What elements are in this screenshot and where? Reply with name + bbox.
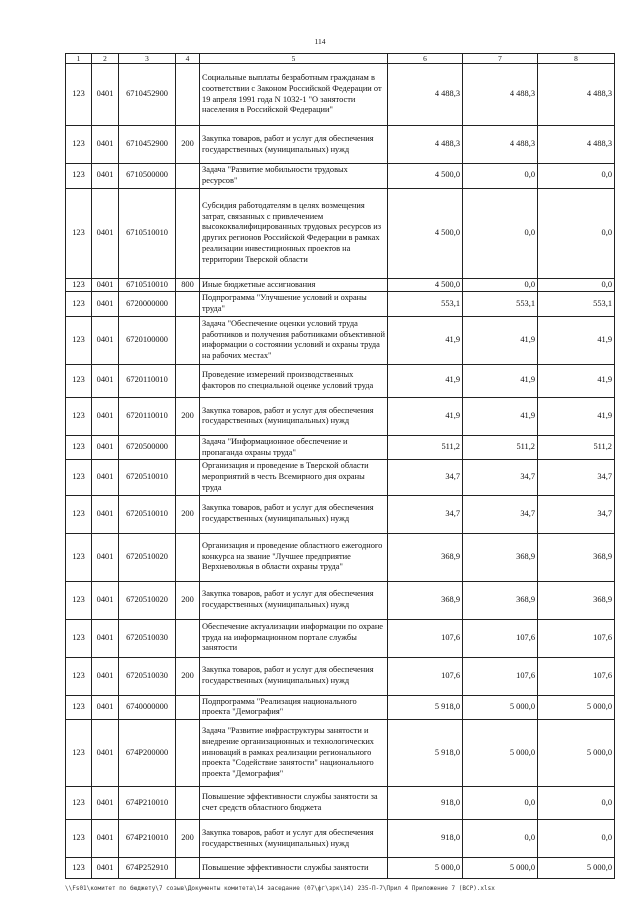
description-cell: Социальные выплаты безработным гражданам в соответствии с Законом Российской Федерации от 19 апреля 1991 года N 1032-1 "О занятости населения в Российской Федерации" (200, 64, 388, 126)
table-row (66, 858, 615, 879)
kvsr-cell: 123 (66, 316, 92, 364)
amount-year1-cell: 918,0 (388, 820, 463, 858)
target-article-cell: 6740000000 (119, 695, 176, 720)
description-cell: Закупка товаров, работ и услуг для обеспечения государственных (муниципальных) нужд (200, 581, 388, 619)
description-cell: Закупка товаров, работ и услуг для обеспечения государственных (муниципальных) нужд (200, 397, 388, 435)
description-cell: Закупка товаров, работ и услуг для обеспечения государственных (муниципальных) нужд (200, 126, 388, 164)
kvsr-cell: 123 (66, 397, 92, 435)
target-article-cell: 6720110010 (119, 364, 176, 397)
file-path-footer: \\Fs01\комитет по бюджету\7 созыв\Документы комитета\14 заседание (07\фг\зрк\14) 235-П-7\Прил 4 Приложение 7 (ВСР).xlsx (65, 885, 495, 892)
description-cell: Закупка товаров, работ и услуг для обеспечения государственных (муниципальных) нужд (200, 820, 388, 858)
amount-year1-cell: 4 500,0 (388, 188, 463, 278)
section-cell: 0401 (92, 164, 119, 189)
amount-year3-cell: 107,6 (538, 657, 615, 695)
amount-year3-cell: 107,6 (538, 619, 615, 657)
target-article-cell: 6720510030 (119, 619, 176, 657)
amount-year1-cell: 918,0 (388, 787, 463, 820)
amount-year3-cell: 511,2 (538, 435, 615, 460)
amount-year3-cell: 368,9 (538, 533, 615, 581)
table-row (66, 292, 615, 317)
amount-year3-cell: 0,0 (538, 188, 615, 278)
amount-year3-cell: 41,9 (538, 364, 615, 397)
amount-year1-cell: 4 500,0 (388, 164, 463, 189)
amount-year3-cell: 368,9 (538, 581, 615, 619)
table-row (66, 397, 615, 435)
amount-year2-cell: 0,0 (463, 820, 538, 858)
amount-year3-cell: 0,0 (538, 164, 615, 189)
amount-year2-cell: 5 000,0 (463, 695, 538, 720)
target-article-cell: 6710500000 (119, 164, 176, 189)
table-row (66, 164, 615, 189)
target-article-cell: 6720510020 (119, 581, 176, 619)
amount-year1-cell: 368,9 (388, 533, 463, 581)
amount-year1-cell: 511,2 (388, 435, 463, 460)
amount-year1-cell: 4 488,3 (388, 64, 463, 126)
column-header-8: 8 (538, 54, 615, 64)
target-article-cell: 674P210010 (119, 787, 176, 820)
kvsr-cell: 123 (66, 164, 92, 189)
amount-year2-cell: 0,0 (463, 278, 538, 292)
section-cell: 0401 (92, 364, 119, 397)
amount-year1-cell: 5 918,0 (388, 695, 463, 720)
table-row (66, 695, 615, 720)
kvsr-cell: 123 (66, 820, 92, 858)
expense-type-cell: 200 (176, 581, 200, 619)
section-cell: 0401 (92, 188, 119, 278)
kvsr-cell: 123 (66, 126, 92, 164)
amount-year3-cell: 34,7 (538, 495, 615, 533)
amount-year1-cell: 553,1 (388, 292, 463, 317)
expense-type-cell (176, 460, 200, 495)
description-cell: Повышение эффективности службы занятости (200, 858, 388, 879)
target-article-cell: 6720500000 (119, 435, 176, 460)
table-row (66, 820, 615, 858)
description-cell: Организация и проведение областного ежегодного конкурса на звание "Лучшее предприятие Верхневолжья в области охраны труда" (200, 533, 388, 581)
table-row (66, 188, 615, 278)
column-header-5: 5 (200, 54, 388, 64)
target-article-cell: 6710510010 (119, 188, 176, 278)
kvsr-cell: 123 (66, 64, 92, 126)
section-cell: 0401 (92, 820, 119, 858)
kvsr-cell: 123 (66, 581, 92, 619)
amount-year2-cell: 5 000,0 (463, 858, 538, 879)
table-row (66, 720, 615, 787)
expense-type-cell: 200 (176, 126, 200, 164)
amount-year3-cell: 0,0 (538, 278, 615, 292)
expense-type-cell (176, 435, 200, 460)
amount-year3-cell: 4 488,3 (538, 64, 615, 126)
page-number: 114 (314, 37, 326, 46)
description-cell: Закупка товаров, работ и услуг для обеспечения государственных (муниципальных) нужд (200, 657, 388, 695)
target-article-cell: 6710452900 (119, 64, 176, 126)
kvsr-cell: 123 (66, 460, 92, 495)
amount-year2-cell: 41,9 (463, 316, 538, 364)
amount-year3-cell: 41,9 (538, 316, 615, 364)
amount-year3-cell: 5 000,0 (538, 720, 615, 787)
section-cell: 0401 (92, 495, 119, 533)
table-row (66, 495, 615, 533)
amount-year1-cell: 34,7 (388, 460, 463, 495)
description-cell: Задача "Информационное обеспечение и пропаганда охраны труда" (200, 435, 388, 460)
amount-year3-cell: 41,9 (538, 397, 615, 435)
kvsr-cell: 123 (66, 657, 92, 695)
budget-table (65, 53, 615, 879)
table-body (66, 64, 615, 879)
column-header-7: 7 (463, 54, 538, 64)
section-cell: 0401 (92, 533, 119, 581)
expense-type-cell (176, 533, 200, 581)
amount-year2-cell: 41,9 (463, 364, 538, 397)
table-row (66, 316, 615, 364)
section-cell: 0401 (92, 278, 119, 292)
expense-type-cell: 800 (176, 278, 200, 292)
section-cell: 0401 (92, 460, 119, 495)
amount-year2-cell: 0,0 (463, 164, 538, 189)
table-row (66, 787, 615, 820)
amount-year3-cell: 34,7 (538, 460, 615, 495)
amount-year2-cell: 107,6 (463, 619, 538, 657)
section-cell: 0401 (92, 787, 119, 820)
section-cell: 0401 (92, 581, 119, 619)
kvsr-cell: 123 (66, 858, 92, 879)
section-cell: 0401 (92, 64, 119, 126)
kvsr-cell: 123 (66, 695, 92, 720)
expense-type-cell (176, 188, 200, 278)
amount-year3-cell: 4 488,3 (538, 126, 615, 164)
section-cell: 0401 (92, 695, 119, 720)
description-cell: Повышение эффективности службы занятости за счет средств областного бюджета (200, 787, 388, 820)
expense-type-cell (176, 858, 200, 879)
amount-year1-cell: 107,6 (388, 657, 463, 695)
kvsr-cell: 123 (66, 278, 92, 292)
table-row (66, 126, 615, 164)
amount-year2-cell: 0,0 (463, 787, 538, 820)
amount-year1-cell: 4 488,3 (388, 126, 463, 164)
table-row (66, 278, 615, 292)
kvsr-cell: 123 (66, 720, 92, 787)
amount-year3-cell: 553,1 (538, 292, 615, 317)
description-cell: Проведение измерений производственных факторов по специальной оценке условий труда (200, 364, 388, 397)
amount-year2-cell: 107,6 (463, 657, 538, 695)
table-row (66, 435, 615, 460)
table-header (66, 54, 615, 64)
amount-year3-cell: 5 000,0 (538, 695, 615, 720)
table-row (66, 533, 615, 581)
amount-year2-cell: 5 000,0 (463, 720, 538, 787)
expense-type-cell (176, 364, 200, 397)
target-article-cell: 6720110010 (119, 397, 176, 435)
section-cell: 0401 (92, 292, 119, 317)
target-article-cell: 6720510020 (119, 533, 176, 581)
amount-year3-cell: 0,0 (538, 820, 615, 858)
section-cell: 0401 (92, 397, 119, 435)
amount-year2-cell: 368,9 (463, 581, 538, 619)
expense-type-cell (176, 164, 200, 189)
table-row (66, 657, 615, 695)
amount-year2-cell: 41,9 (463, 397, 538, 435)
amount-year2-cell: 368,9 (463, 533, 538, 581)
description-cell: Задача "Развитие мобильности трудовых ресурсов" (200, 164, 388, 189)
amount-year1-cell: 41,9 (388, 364, 463, 397)
amount-year1-cell: 41,9 (388, 316, 463, 364)
expense-type-cell: 200 (176, 397, 200, 435)
description-cell: Закупка товаров, работ и услуг для обеспечения государственных (муниципальных) нужд (200, 495, 388, 533)
amount-year3-cell: 5 000,0 (538, 858, 615, 879)
target-article-cell: 6710510010 (119, 278, 176, 292)
expense-type-cell (176, 64, 200, 126)
column-header-2: 2 (92, 54, 119, 64)
description-cell: Обеспечение актуализации информации по охране труда на информационном портале службы занятости (200, 619, 388, 657)
section-cell: 0401 (92, 619, 119, 657)
expense-type-cell (176, 316, 200, 364)
target-article-cell: 6720510010 (119, 460, 176, 495)
kvsr-cell: 123 (66, 619, 92, 657)
expense-type-cell (176, 695, 200, 720)
amount-year2-cell: 511,2 (463, 435, 538, 460)
description-cell: Подпрограмма "Улучшение условий и охраны труда" (200, 292, 388, 317)
section-cell: 0401 (92, 657, 119, 695)
kvsr-cell: 123 (66, 533, 92, 581)
expense-type-cell (176, 720, 200, 787)
description-cell: Задача "Обеспечение оценки условий труда работников и получения работниками объективной информации о состоянии условий и охраны труда на рабочих местах" (200, 316, 388, 364)
kvsr-cell: 123 (66, 495, 92, 533)
amount-year1-cell: 41,9 (388, 397, 463, 435)
table-row (66, 460, 615, 495)
target-article-cell: 6710452900 (119, 126, 176, 164)
amount-year1-cell: 5 918,0 (388, 720, 463, 787)
table-row (66, 64, 615, 126)
description-cell: Иные бюджетные ассигнования (200, 278, 388, 292)
section-cell: 0401 (92, 435, 119, 460)
kvsr-cell: 123 (66, 364, 92, 397)
amount-year2-cell: 0,0 (463, 188, 538, 278)
expense-type-cell (176, 292, 200, 317)
description-cell: Задача "Развитие инфраструктуры занятости и внедрение организационных и технологических инноваций в рамках реализации регионального проекта "Содействие занятости" национального проекта "Демография" (200, 720, 388, 787)
amount-year1-cell: 4 500,0 (388, 278, 463, 292)
table-row (66, 581, 615, 619)
amount-year1-cell: 34,7 (388, 495, 463, 533)
target-article-cell: 6720510010 (119, 495, 176, 533)
target-article-cell: 6720000000 (119, 292, 176, 317)
kvsr-cell: 123 (66, 292, 92, 317)
section-cell: 0401 (92, 126, 119, 164)
column-header-3: 3 (119, 54, 176, 64)
expense-type-cell: 200 (176, 657, 200, 695)
kvsr-cell: 123 (66, 435, 92, 460)
amount-year1-cell: 368,9 (388, 581, 463, 619)
target-article-cell: 6720510030 (119, 657, 176, 695)
target-article-cell: 674P200000 (119, 720, 176, 787)
amount-year1-cell: 5 000,0 (388, 858, 463, 879)
expense-type-cell: 200 (176, 820, 200, 858)
kvsr-cell: 123 (66, 188, 92, 278)
section-cell: 0401 (92, 316, 119, 364)
amount-year2-cell: 34,7 (463, 460, 538, 495)
expense-type-cell (176, 787, 200, 820)
target-article-cell: 674P252910 (119, 858, 176, 879)
target-article-cell: 6720100000 (119, 316, 176, 364)
table-row (66, 364, 615, 397)
expense-type-cell: 200 (176, 495, 200, 533)
kvsr-cell: 123 (66, 787, 92, 820)
section-cell: 0401 (92, 858, 119, 879)
amount-year2-cell: 553,1 (463, 292, 538, 317)
description-cell: Субсидия работодателям в целях возмещения затрат, связанных с привлечением высококвалифицированных трудовых ресурсов из других регионов Российской Федерации в рамках реализации инвестиционных проектов на территории Тверской области (200, 188, 388, 278)
column-header-6: 6 (388, 54, 463, 64)
amount-year3-cell: 0,0 (538, 787, 615, 820)
amount-year2-cell: 4 488,3 (463, 126, 538, 164)
expense-type-cell (176, 619, 200, 657)
column-header-4: 4 (176, 54, 200, 64)
column-header-1: 1 (66, 54, 92, 64)
amount-year2-cell: 4 488,3 (463, 64, 538, 126)
amount-year1-cell: 107,6 (388, 619, 463, 657)
description-cell: Подпрограмма "Реализация национального проекта "Демография" (200, 695, 388, 720)
section-cell: 0401 (92, 720, 119, 787)
target-article-cell: 674P210010 (119, 820, 176, 858)
amount-year2-cell: 34,7 (463, 495, 538, 533)
table-row (66, 619, 615, 657)
description-cell: Организация и проведение в Тверской области мероприятий в честь Всемирного дня охраны труда (200, 460, 388, 495)
